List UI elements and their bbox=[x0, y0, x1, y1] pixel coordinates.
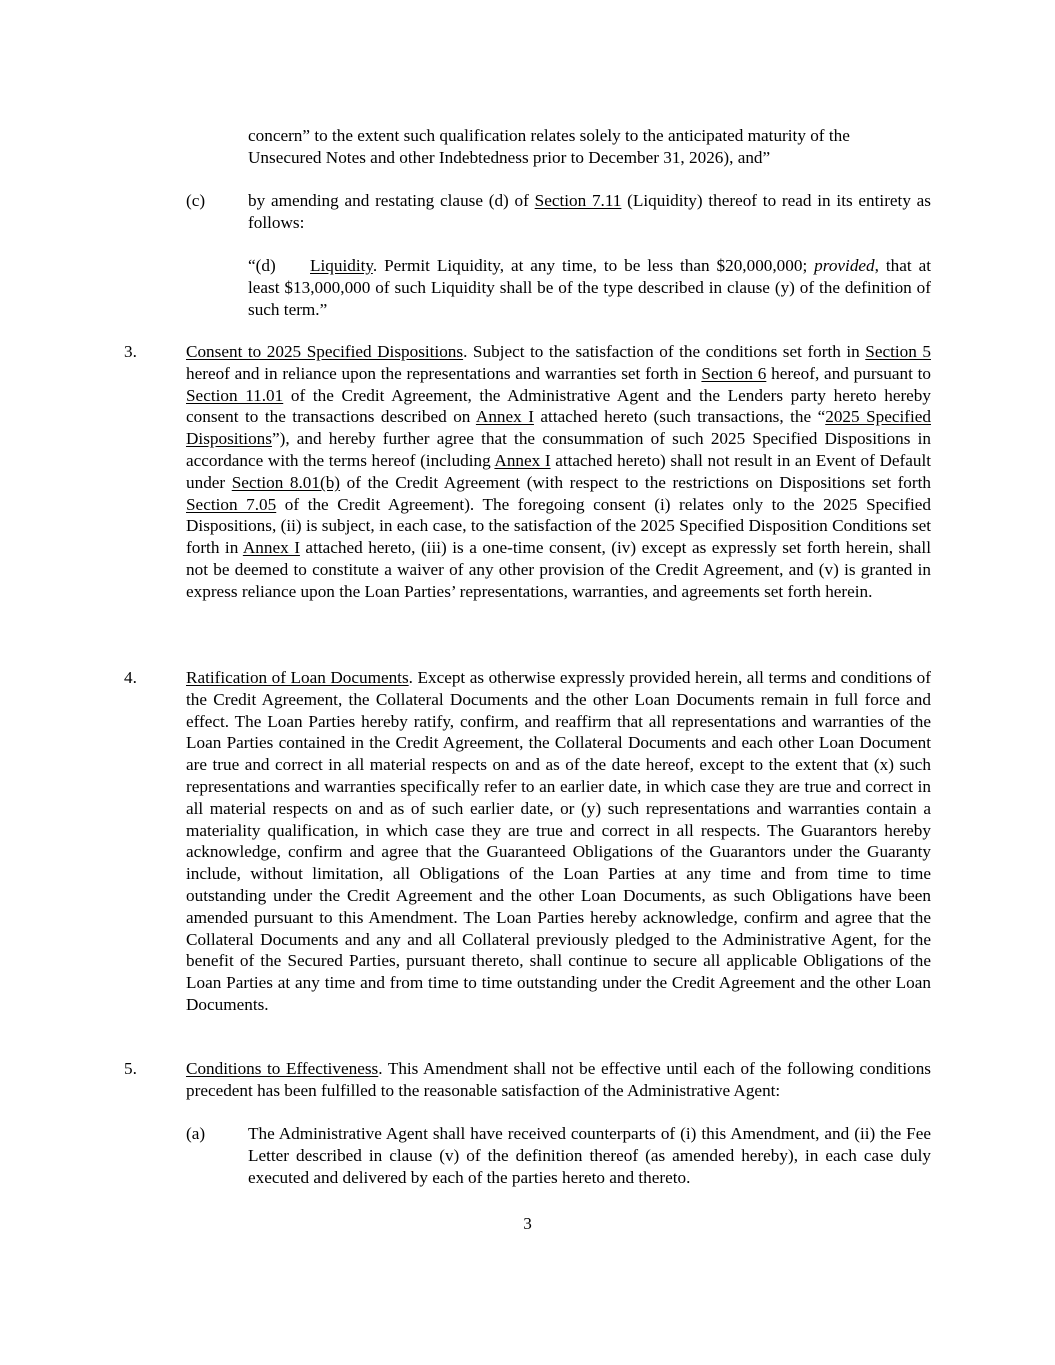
section-4-number: 4. bbox=[124, 668, 137, 687]
continuation-line-1: concern” to the extent such qualification relates solely to the anticipated maturity of the bbox=[248, 126, 850, 145]
clause-c-text-1: by amending and restating clause (d) of bbox=[248, 191, 535, 210]
clause-c-marker: (c) bbox=[186, 191, 206, 210]
continuation-line-2: Unsecured Notes and other Indebtedness prior to December 31, 2026), and” bbox=[248, 147, 771, 167]
section-3-text-7: attached hereto) shall not result in an Event of Default under bbox=[186, 450, 931, 492]
section-3-text-8: of the Credit Agreement (with respect to the restrictions on Dispositions set forth bbox=[340, 472, 931, 492]
section-3-number: 3. bbox=[124, 342, 137, 361]
liquidity-heading: Liquidity bbox=[310, 256, 373, 275]
clause-c-text-2: (Liquidity) thereof to read in its entirety as follows: bbox=[248, 191, 931, 232]
section-5-paragraph bbox=[186, 1058, 931, 1102]
quoted-clause-d bbox=[248, 255, 931, 320]
section-3-paragraph bbox=[186, 341, 931, 603]
page-number: 3 bbox=[523, 1214, 532, 1233]
quoted-clause-d-text-2: , that at least $13,000,000 of such Liquidity shall be of the type described in clause (y) of the definition of such term.” bbox=[248, 256, 931, 319]
section-5-heading: Conditions to Effectiveness bbox=[186, 1059, 379, 1078]
section-4-text: . Except as otherwise expressly provided herein, all terms and conditions of the Credit Agreement, the Collateral Documents and the other Loan Documents remain in full force and effect. The Loan Parties hereby ratify, confirm, and reaffirm that all representations and warranties of the Loan Parties contained in the Credit Agreement, the Collateral Documents and each other Loan Document are true and correct in all material respects on and as of the date hereof, except to the extent that (x) such representations and warranties specifically refer to an earlier date, in which case they are true and correct in all material respects on and as of such earlier date, or (y) such representations and warranties contain a materiality qualification, in which case they are true and correct in all respects. The Guarantors hereby acknowledge, confirm and agree that the Guaranteed Obligations of the Guarantors under the Guaranty include, without limitation, all Obligations of the Loan Parties at any time and from time to time outstanding under the Credit Agreement and the other Loan Documents, as such Obligations have been amended pursuant to this Amendment. The Loan Parties hereby acknowledge, confirm and agree that the Collateral Documents and any and all Collateral previously pledged to the Administrative Agent, for the benefit of the Secured Parties, pursuant thereto, shall continue to secure all applicable Obligations of the Loan Parties at any time and from time to time outstanding under the Credit Agreement and the other Loan Documents. bbox=[186, 668, 932, 1014]
quoted-clause-d-text-1: . Permit Liquidity, at any time, to be less than $20,000,000; bbox=[372, 256, 815, 275]
section-3-text-2: hereof and in reliance upon the representations and warranties set forth in bbox=[186, 363, 702, 383]
section-5-number: 5. bbox=[124, 1059, 137, 1078]
provided-term: provided bbox=[814, 256, 875, 275]
section-11-01-link: Section 11.01 bbox=[186, 385, 284, 405]
quoted-clause-d-marker: “(d) bbox=[248, 256, 276, 275]
clause-c-paragraph bbox=[248, 190, 931, 234]
annex-i-link-2: Annex I bbox=[494, 450, 551, 470]
continuation-paragraph bbox=[248, 125, 931, 169]
clause-a-paragraph bbox=[248, 1123, 931, 1188]
section-7-11-link: Section 7.11 bbox=[534, 191, 622, 210]
section-5-link: Section 5 bbox=[865, 342, 931, 361]
section-3-text-9: of the Credit Agreement). The foregoing consent (i) relates only to the 2025 Specified Dispositions, (ii) is subject, in each case, to the satisfaction of the 2025 Specified Disposition Conditions set forth in bbox=[186, 494, 931, 558]
section-3-text-4: of the Credit Agreement, the Administrative Agent and the Lenders party hereto hereby consent to the transactions described on bbox=[186, 385, 931, 427]
section-5-text: . This Amendment shall not be effective until each of the following conditions precedent has been fulfilled to the reasonable satisfaction of the Administrative Agent: bbox=[186, 1059, 931, 1100]
section-4-heading: Ratification of Loan Documents bbox=[186, 668, 409, 687]
section-3-text-5: attached hereto (such transactions, the “ bbox=[533, 407, 826, 427]
section-8-01b-link: Section 8.01(b) bbox=[231, 472, 341, 492]
section-4-paragraph bbox=[186, 667, 931, 1016]
section-3-text-1: . Subject to the satisfaction of the conditions set forth in bbox=[463, 342, 866, 361]
clause-a-marker: (a) bbox=[186, 1124, 206, 1143]
section-3-text-3: hereof, and pursuant to bbox=[766, 363, 931, 383]
section-3-text-10: attached hereto, (iii) is a one-time consent, (iv) except as expressly set forth herein, shall not be deemed to constitute a waiver of any other provision of the Credit Agreement, and (v) is granted in express reliance upon the Loan Parties’ representations, warranties, and agreements set forth herein. bbox=[186, 538, 931, 601]
defined-term-2025-specified-dispositions: 2025 Specified Dispositions bbox=[186, 407, 931, 449]
section-3-text-6: ”), and hereby further agree that the consummation of such 2025 Specified Dispositions in accordance with the terms hereof (including bbox=[186, 429, 931, 470]
section-7-05-link: Section 7.05 bbox=[186, 494, 277, 514]
clause-a-text: The Administrative Agent shall have received counterparts of (i) this Amendment, and (ii) the Fee Letter described in clause (v) of the definition thereof (as amended hereby), in each case duly executed and delivered by each of the parties hereto and thereto. bbox=[248, 1124, 931, 1187]
annex-i-link-3: Annex I bbox=[242, 538, 300, 558]
annex-i-link-1: Annex I bbox=[475, 407, 534, 427]
section-3-heading: Consent to 2025 Specified Dispositions bbox=[186, 342, 464, 361]
section-6-link: Section 6 bbox=[701, 363, 767, 383]
